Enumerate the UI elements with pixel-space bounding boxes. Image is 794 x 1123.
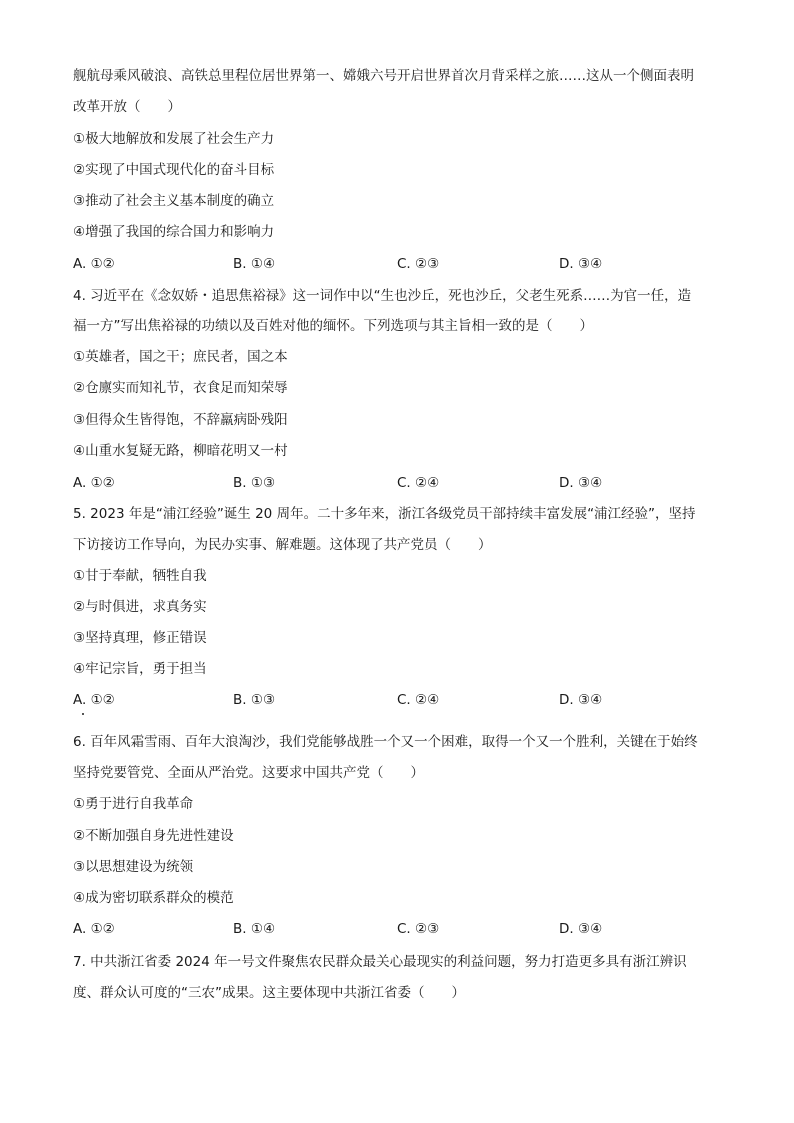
- q4-options: [73, 473, 723, 493]
- q3-item-3: ③推动了社会主义基本制度的确立: [73, 193, 275, 209]
- q6-stem-line-2: 坚持党要管党、全面从严治党。这要求中国共产党（ ）: [73, 765, 424, 781]
- q6-option-a: A. ①②: [73, 921, 115, 937]
- q3-item-1: ①极大地解放和发展了社会生产力: [73, 131, 275, 147]
- q3-stem-line-1: 舰航母乘风破浪、高铁总里程位居世界第一、嫦娥六号开启世界首次月背采样之旅……这从一个侧面表明: [73, 68, 694, 84]
- q6-option-d: D. ③④: [559, 921, 603, 937]
- q3-option-c: C. ②③: [397, 256, 440, 272]
- q3-option-a: A. ①②: [73, 256, 115, 272]
- q4-option-c: C. ②④: [397, 475, 440, 491]
- q5-item-3: ③坚持真理，修正错误: [73, 630, 207, 646]
- q6-item-4: ④成为密切联系群众的模范: [73, 890, 234, 906]
- q6-item-1: ①勇于进行自我革命: [73, 796, 194, 812]
- q4-item-3: ③但得众生皆得饱，不辞羸病卧残阳: [73, 412, 288, 428]
- q4-option-a: A. ①②: [73, 475, 115, 491]
- q5-item-2: ②与时俱进，求真务实: [73, 599, 207, 615]
- q3-item-2: ②实现了中国式现代化的奋斗目标: [73, 162, 275, 178]
- q6-item-3: ③以思想建设为统领: [73, 859, 194, 875]
- q6-options: [73, 919, 723, 939]
- q6-item-2: ②不断加强自身先进性建设: [73, 828, 234, 844]
- q4-stem-line-2: 福一方”写出焦裕禄的功绩以及百姓对他的缅怀。下列选项与其主旨相一致的是（ ）: [73, 318, 593, 334]
- q5-option-d: D. ③④: [559, 692, 603, 708]
- q6-option-b: B. ①④: [233, 921, 276, 937]
- q4-item-1: ①英雄者，国之干；庶民者，国之本: [73, 349, 288, 365]
- q6-stem-line-1: 6. 百年风霜雪雨、百年大浪淘沙，我们党能够战胜一个又一个困难，取得一个又一个胜利，关键在于始终: [73, 734, 698, 750]
- q6-option-c: C. ②③: [397, 921, 440, 937]
- q3-options: [73, 254, 723, 274]
- q3-stem-line-2: 改革开放（ ）: [73, 99, 181, 115]
- q7-stem-line-2: 度、群众认可度的“三农”成果。这主要体现中共浙江省委（ ）: [73, 985, 465, 1001]
- q5-item-1: ①甘于奉献，牺牲自我: [73, 568, 207, 584]
- stray-dot-mark: [82, 713, 84, 715]
- q5-options: [73, 690, 723, 710]
- q4-item-4: ④山重水复疑无路，柳暗花明又一村: [73, 443, 288, 459]
- q4-stem-line-1: 4. 习近平在《念奴娇・追思焦裕禄》这一词作中以“生也沙丘，死也沙丘，父老生死系……为官一任，造: [73, 288, 692, 304]
- q4-item-2: ②仓廪实而知礼节，衣食足而知荣辱: [73, 380, 288, 396]
- q5-item-4: ④牢记宗旨，勇于担当: [73, 661, 207, 677]
- q4-option-b: B. ①③: [233, 475, 276, 491]
- q5-option-c: C. ②④: [397, 692, 440, 708]
- q3-item-4: ④增强了我国的综合国力和影响力: [73, 224, 275, 240]
- q5-option-a: A. ①②: [73, 692, 115, 708]
- q3-option-d: D. ③④: [559, 256, 603, 272]
- q3-option-b: B. ①④: [233, 256, 276, 272]
- q5-stem-line-2: 下访接访工作导向，为民办实事、解难题。这体现了共产党员（ ）: [73, 537, 492, 553]
- q5-stem-line-1: 5. 2023 年是“浦江经验”诞生 20 周年。二十多年来，浙江各级党员干部持续丰富发展“浦江经验”，坚持: [73, 506, 696, 522]
- q5-option-b: B. ①③: [233, 692, 276, 708]
- q4-option-d: D. ③④: [559, 475, 603, 491]
- q7-stem-line-1: 7. 中共浙江省委 2024 年一号文件聚焦农民群众最关心最现实的利益问题，努力打造更多具有浙江辨识: [73, 954, 687, 970]
